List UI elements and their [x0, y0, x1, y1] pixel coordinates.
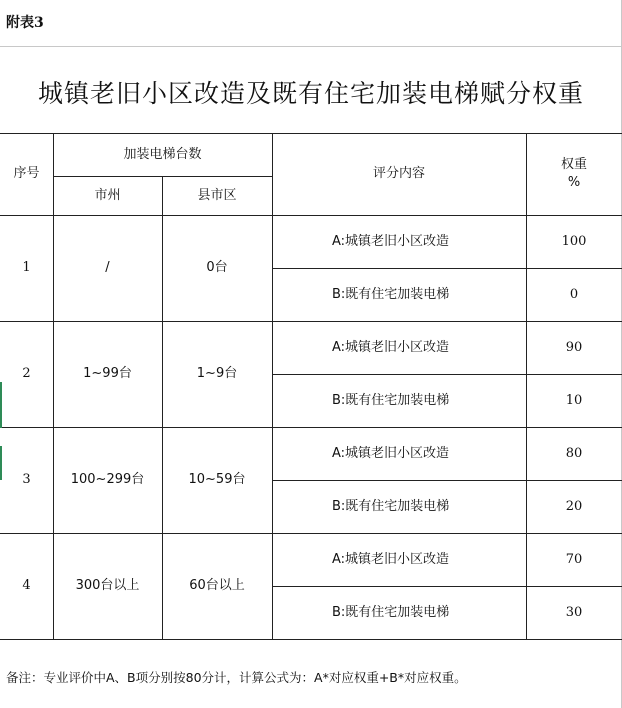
score-content: B:既有住宅加装电梯 [332, 392, 450, 408]
row-city-count: 300台以上 [75, 578, 140, 593]
row-seq: 1 [22, 260, 31, 275]
header-county: 县市区 [197, 187, 237, 203]
header-elevator-count: 加装电梯台数 [123, 146, 202, 162]
footnote: 备注：专业评价中A、B项分别按80分计，计算公式为：A*对应权重+B*对应权重。 [6, 670, 467, 685]
score-content: A:城镇老旧小区改造 [332, 551, 450, 567]
header-weight-unit: % [567, 175, 581, 190]
row-seq: 3 [22, 472, 31, 487]
score-weight: 30 [565, 604, 583, 620]
header-weight-label: 权重 [560, 157, 587, 172]
row-county-count: 10~59台 [188, 472, 246, 487]
header-seq: 序号 [13, 166, 40, 181]
score-weight: 10 [565, 392, 583, 408]
row-county-count: 60台以上 [189, 578, 245, 593]
score-weight: 70 [565, 551, 583, 567]
row-city-count: / [105, 260, 110, 275]
row-city-count: 100~299台 [70, 472, 145, 487]
selection-marker [0, 382, 2, 428]
grid-line [0, 46, 622, 47]
header-weight [526, 133, 622, 215]
score-weight: 0 [569, 286, 579, 302]
score-content: B:既有住宅加装电梯 [332, 604, 450, 620]
score-weight: 20 [565, 498, 583, 514]
selection-marker [0, 446, 2, 480]
score-weight: 80 [565, 445, 583, 461]
header-content: 评分内容 [372, 166, 425, 181]
row-border [0, 639, 622, 640]
row-county-count: 0台 [206, 260, 228, 275]
row-county-count: 1~9台 [196, 366, 238, 381]
row-seq: 2 [22, 366, 31, 381]
score-weight: 90 [565, 339, 583, 355]
row-seq: 4 [22, 578, 31, 593]
appendix-label: 附表3 [6, 15, 44, 31]
row-city-count: 1~99台 [83, 366, 132, 381]
score-content: A:城镇老旧小区改造 [332, 445, 450, 461]
score-content: B:既有住宅加装电梯 [332, 498, 450, 514]
score-weight: 100 [561, 233, 587, 249]
score-content: B:既有住宅加装电梯 [332, 286, 450, 302]
score-content: A:城镇老旧小区改造 [332, 233, 450, 249]
page-title: 城镇老旧小区改造及既有住宅加装电梯赋分权重 [37, 79, 584, 108]
header-city: 市州 [94, 187, 121, 203]
score-content: A:城镇老旧小区改造 [332, 339, 450, 355]
